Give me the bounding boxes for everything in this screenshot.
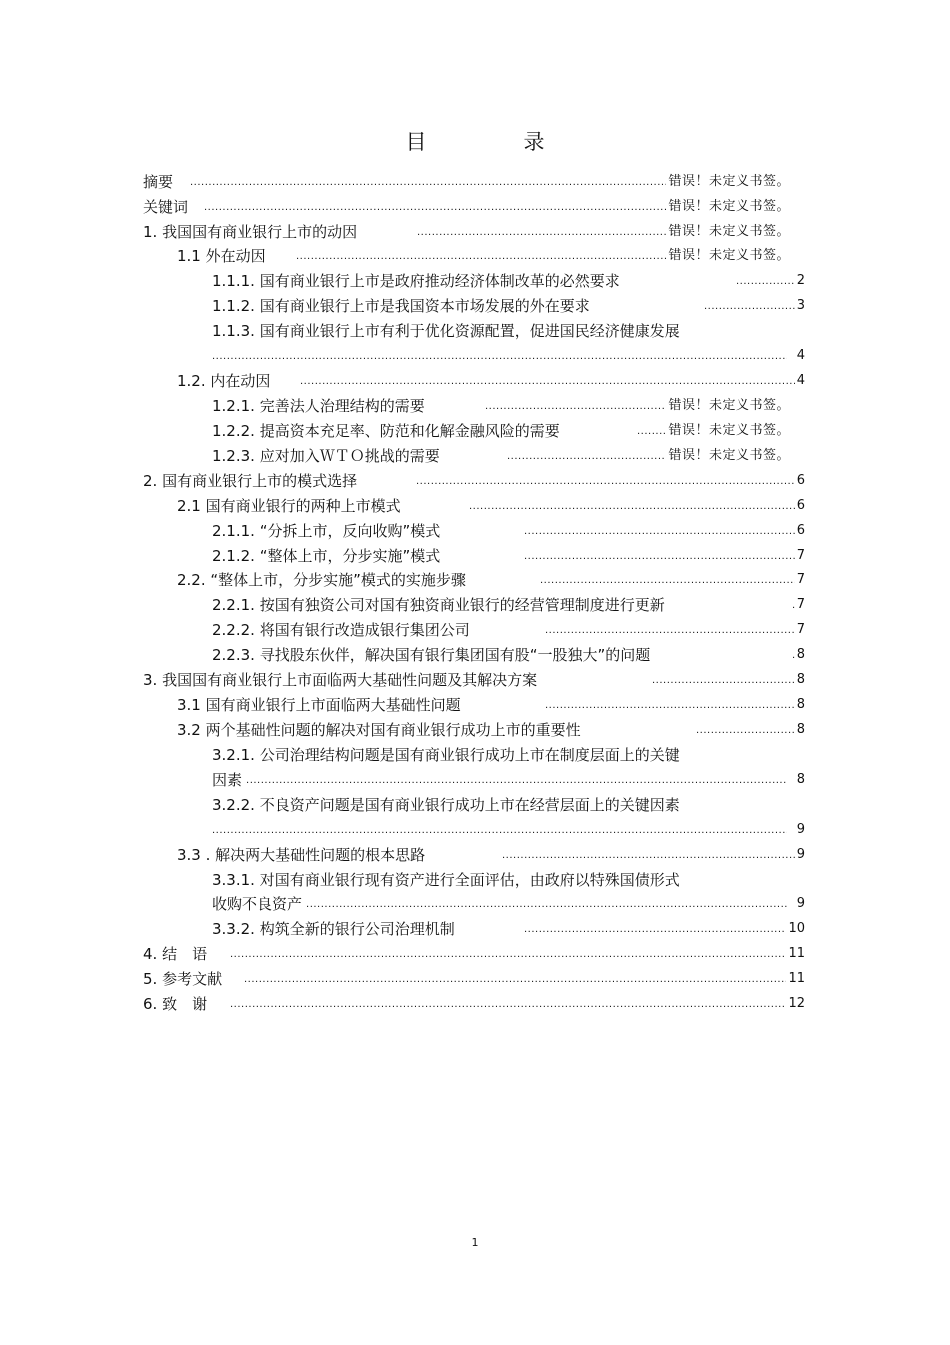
toc-entry[interactable]: [212, 591, 805, 615]
toc-entry-title-cont: 因素: [212, 771, 243, 789]
toc-entry-page: 7: [796, 597, 805, 612]
toc-entry[interactable]: [177, 242, 790, 266]
dot-leader: [507, 450, 666, 464]
toc-entry-page: 9: [796, 847, 805, 862]
dot-leader: [792, 649, 795, 663]
dot-leader: [545, 624, 795, 638]
toc-entry-title: 1.1 外在动因: [177, 247, 266, 265]
toc-entry-title: 3.1 国有商业银行上市面临两大基础性问题: [177, 696, 461, 714]
dot-leader: [190, 176, 666, 190]
dot-leader: [469, 500, 795, 514]
toc-entry-page: 3: [796, 298, 805, 313]
dot-leader: [637, 425, 666, 439]
dot-leader: [300, 375, 795, 389]
dot-leader: [502, 849, 795, 863]
toc-entry[interactable]: [212, 417, 790, 441]
toc-entry-page: 6: [796, 473, 805, 488]
toc-entry-bookmark-error: 错误！未定义书签。: [668, 423, 790, 438]
dot-leader: [485, 400, 666, 414]
toc-entry-title: 1.1.1. 国有商业银行上市是政府推动经济体制改革的必然要求: [212, 272, 620, 290]
toc-entry-page: 8: [796, 772, 805, 787]
toc-entry[interactable]: [143, 168, 790, 192]
toc-entry-title: 2. 国有商业银行上市的模式选择: [143, 472, 358, 490]
toc-entry[interactable]: [177, 566, 805, 590]
dot-leader: [524, 525, 795, 539]
toc-entry-title[interactable]: 3.3.1. 对国有商业银行现有资产进行全面评估，由政府以特殊国债形式: [212, 871, 680, 889]
toc-entry-page: 8: [796, 647, 805, 662]
dot-leader: [736, 275, 795, 289]
toc-entry-bookmark-error: 错误！未定义书签。: [668, 199, 790, 214]
toc-entry[interactable]: [177, 492, 805, 516]
toc-entry-title: 1. 我国国有商业银行上市的动因: [143, 223, 358, 241]
toc-entry[interactable]: [143, 990, 805, 1014]
toc-entry-title: 3.3.2. 构筑全新的银行公司治理机制: [212, 920, 455, 938]
toc-entry-page: 7: [796, 548, 805, 563]
toc-entry-title: 2.1.2. “整体上市，分步实施”模式: [212, 547, 441, 565]
toc-entry-title: 2.1.1. “分拆上市，反向收购”模式: [212, 522, 441, 540]
dot-leader: [652, 674, 795, 688]
dot-leader: [524, 550, 795, 564]
dot-leader: [792, 599, 795, 613]
toc-entry-title: 2.2.3. 寻找股东伙伴，解决国有银行集团国有股“一股独大”的问题: [212, 646, 651, 664]
toc-entry-page: 7: [796, 622, 805, 637]
dot-leader: [416, 475, 795, 489]
toc-entry-page: 11: [788, 946, 805, 961]
toc-entry[interactable]: [212, 616, 805, 640]
dot-leader: [417, 226, 666, 240]
dot-leader: [230, 998, 786, 1012]
toc-entry-page: 12: [788, 996, 805, 1011]
toc-entry[interactable]: [143, 193, 790, 217]
toc-entry[interactable]: [212, 292, 805, 316]
toc-entry-page: 4: [796, 348, 805, 363]
toc-entry-title: 2.2.1. 按国有独资公司对国有独资商业银行的经营管理制度进行更新: [212, 596, 665, 614]
toc-entry-title: 1.2.1. 完善法人治理结构的需要: [212, 397, 425, 415]
toc-entry-title: 2.2. “整体上市，分步实施”模式的实施步骤: [177, 571, 466, 589]
toc-entry[interactable]: [212, 392, 790, 416]
dot-leader: [524, 923, 786, 937]
dot-leader: [204, 201, 666, 215]
dot-leader: [246, 774, 787, 788]
toc-entry[interactable]: [212, 915, 805, 939]
toc-entry-title: 5. 参考文献: [143, 970, 223, 988]
toc-entry-title: 2.2.2. 将国有银行改造成银行集团公司: [212, 621, 470, 639]
toc-entry-bookmark-error: 错误！未定义书签。: [668, 448, 790, 463]
toc-entry-continuation[interactable]: [212, 342, 805, 366]
dot-leader: [212, 824, 787, 838]
toc-entry[interactable]: [143, 965, 805, 989]
toc-entry-title[interactable]: 1.1.3. 国有商业银行上市有利于优化资源配置，促进国民经济健康发展: [212, 322, 680, 340]
toc-entry[interactable]: [143, 940, 805, 964]
dot-leader: [244, 973, 786, 987]
toc-entry-title: 6. 致 谢: [143, 995, 208, 1013]
toc-entry-title: 2.1 国有商业银行的两种上市模式: [177, 497, 401, 515]
toc-entry[interactable]: [143, 467, 805, 491]
dot-leader: [545, 699, 795, 713]
toc-entry-page: 10: [788, 921, 805, 936]
toc-entry-title: 1.2. 内在动因: [177, 372, 271, 390]
dot-leader: [696, 724, 795, 738]
toc-entry[interactable]: [212, 517, 805, 541]
toc-entry-title: 3.3 . 解决两大基础性问题的根本思路: [177, 846, 426, 864]
toc-entry-page: 11: [788, 971, 805, 986]
toc-entry[interactable]: [212, 442, 790, 466]
toc-entry[interactable]: [177, 367, 805, 391]
toc-entry[interactable]: [212, 641, 805, 665]
toc-entry-title: 关键词: [143, 198, 189, 216]
toc-entry-title: 1.2.2. 提高资本充足率、防范和化解金融风险的需要: [212, 422, 560, 440]
dot-leader: [230, 948, 786, 962]
toc-entry-title-cont: 收购不良资产: [212, 895, 303, 913]
page-number: 1: [471, 1236, 479, 1249]
toc-entry-continuation[interactable]: [212, 766, 805, 790]
toc-entry-title: 3. 我国国有商业银行上市面临两大基础性问题及其解决方案: [143, 671, 538, 689]
dot-leader: [212, 350, 787, 364]
toc-entry-continuation[interactable]: [212, 816, 805, 840]
toc-entry-page: 4: [796, 373, 805, 388]
toc-entry-page: 9: [796, 822, 805, 837]
toc-entry-bookmark-error: 错误！未定义书签。: [668, 248, 790, 263]
toc-entry[interactable]: [177, 716, 805, 740]
toc-entry-title: 1.2.3. 应对加入ＷＴＯ挑战的需要: [212, 447, 440, 465]
toc-entry-page: 8: [796, 722, 805, 737]
toc-entry[interactable]: [143, 218, 790, 242]
toc-entry-title: 摘要: [143, 173, 174, 191]
toc-entry-page: 7: [796, 572, 805, 587]
toc-entry[interactable]: [177, 691, 805, 715]
toc-entry[interactable]: [177, 841, 805, 865]
toc-entry-title[interactable]: 3.2.2. 不良资产问题是国有商业银行成功上市在经营层面上的关键因素: [212, 796, 680, 814]
toc-entry-page: 6: [796, 498, 805, 513]
page-title: 目 录: [405, 130, 583, 154]
dot-leader: [704, 300, 795, 314]
toc-entry-title: 3.2 两个基础性问题的解决对国有商业银行成功上市的重要性: [177, 721, 581, 739]
toc-entry[interactable]: [212, 267, 805, 291]
toc-entry-page: 8: [796, 672, 805, 687]
toc-entry-bookmark-error: 错误！未定义书签。: [668, 224, 790, 239]
toc-entry-page: 9: [796, 896, 805, 911]
toc-entry-continuation[interactable]: [212, 890, 805, 914]
toc-entry-title: 1.1.2. 国有商业银行上市是我国资本市场发展的外在要求: [212, 297, 590, 315]
toc-entry-page: 6: [796, 523, 805, 538]
toc-entry-bookmark-error: 错误！未定义书签。: [668, 174, 790, 189]
toc-entry-bookmark-error: 错误！未定义书签。: [668, 398, 790, 413]
dot-leader: [540, 574, 795, 588]
toc-entry-page: 8: [796, 697, 805, 712]
toc-entry[interactable]: [143, 666, 805, 690]
dot-leader: [296, 250, 666, 264]
toc-entry-page: 2: [796, 273, 805, 288]
dot-leader: [306, 898, 787, 912]
toc-entry[interactable]: [212, 542, 805, 566]
toc-entry-title[interactable]: 3.2.1. 公司治理结构问题是国有商业银行成功上市在制度层面上的关键: [212, 746, 680, 764]
toc-entry-title: 4. 结 语: [143, 945, 208, 963]
